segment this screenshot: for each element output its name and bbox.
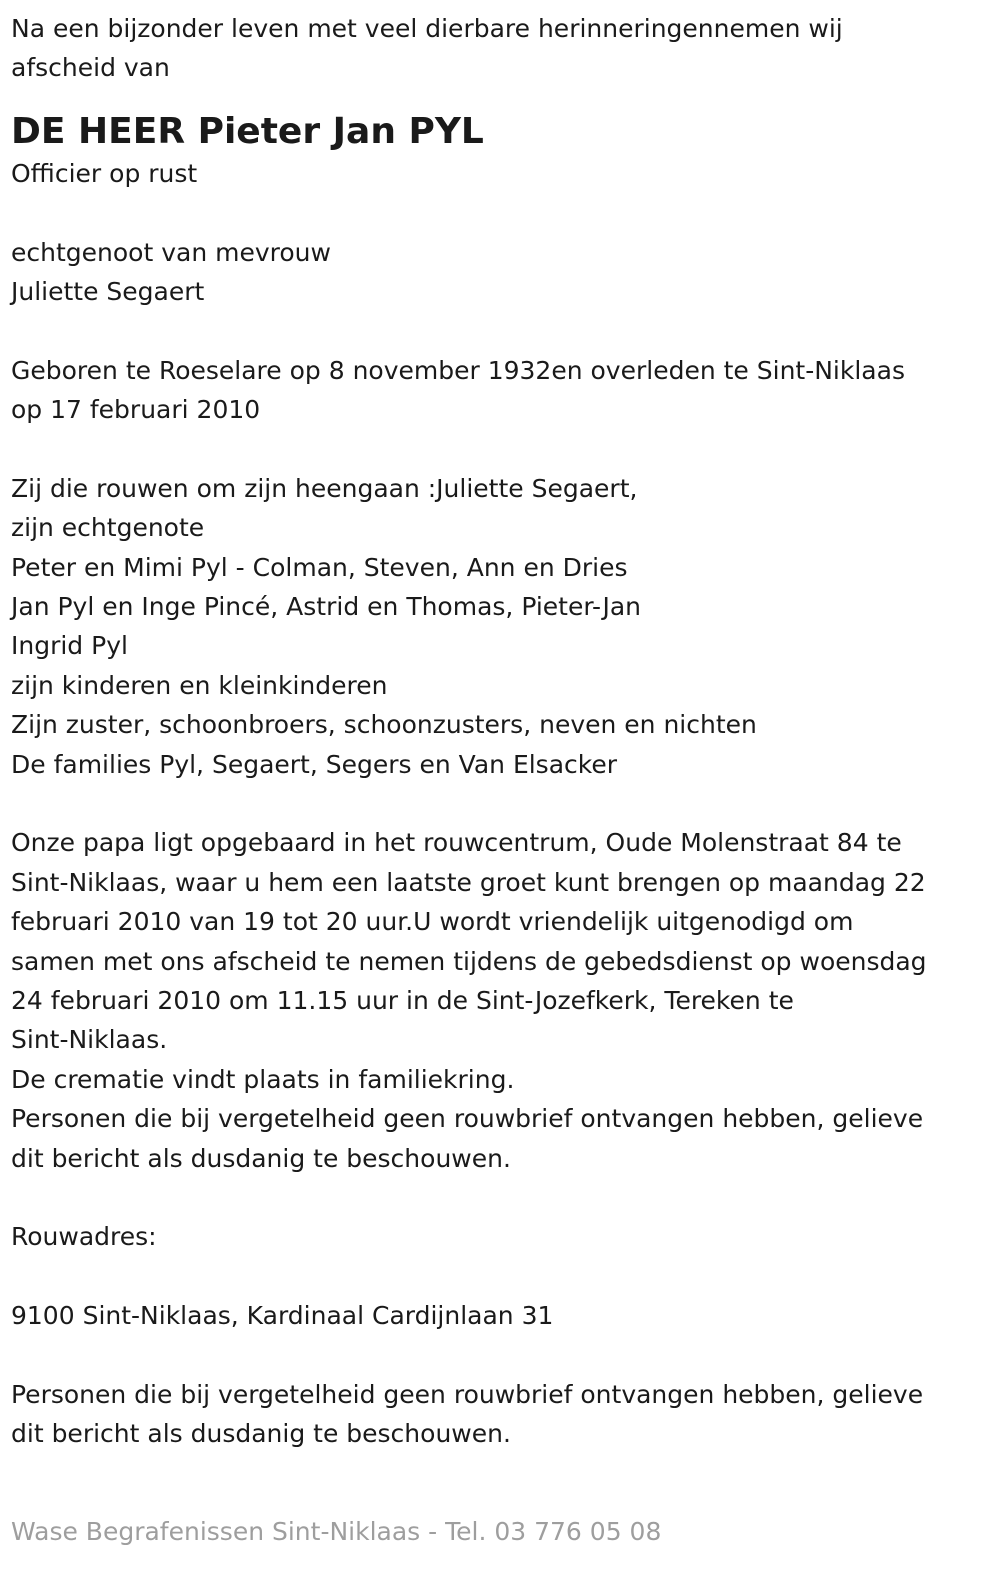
birth-death-line: op 17 februari 2010 bbox=[11, 395, 261, 425]
mourners-line: Peter en Mimi Pyl - Colman, Steven, Ann en Dries bbox=[11, 552, 628, 582]
intro-line: afscheid van bbox=[11, 53, 170, 83]
arrangements-line: samen met ons afscheid te nemen tijdens de gebedsdienst op woensdag bbox=[11, 946, 927, 976]
funeral-home-footer: Wase Begrafenissen Sint-Niklaas - Tel. 03 776 05 08 bbox=[11, 1517, 662, 1546]
address-label-paragraph bbox=[11, 1217, 989, 1256]
arrangements-line: Onze papa ligt opgebaard in het rouwcentrum, Oude Molenstraat 84 te bbox=[11, 828, 902, 858]
intro-line: Na een bijzonder leven met veel dierbare herinneringennemen wij bbox=[11, 14, 843, 43]
spacer bbox=[11, 1178, 989, 1217]
address-paragraph bbox=[11, 1296, 989, 1335]
arrangements-line: februari 2010 van 19 tot 20 uur.U wordt vriendelijk uitgenodigd om bbox=[11, 907, 854, 937]
spacer bbox=[11, 430, 989, 469]
closing-line: dit bericht als dusdanig te beschouwen. bbox=[11, 1419, 511, 1449]
birth-death-line: Geboren te Roeselare op 8 november 1932en overleden te Sint-Niklaas bbox=[11, 355, 905, 385]
spacer bbox=[11, 311, 989, 350]
mourners-line: zijn kinderen en kleinkinderen bbox=[11, 670, 388, 700]
arrangements-line: Personen die bij vergetelheid geen rouwbrief ontvangen hebben, gelieve bbox=[11, 1104, 924, 1134]
spacer bbox=[11, 784, 989, 823]
mourners-line: zijn echtgenote bbox=[11, 513, 205, 543]
deceased-title-paragraph bbox=[11, 154, 989, 193]
mourners-line: Jan Pyl en Inge Pincé, Astrid en Thomas, Pieter-Jan bbox=[11, 592, 641, 622]
spacer bbox=[11, 1336, 989, 1375]
arrangements-line: dit bericht als dusdanig te beschouwen. bbox=[11, 1143, 511, 1173]
mourners-line: Zijn zuster, schoonbroers, schoonzusters, neven en nichten bbox=[11, 710, 757, 740]
deceased-title: Officier op rust bbox=[11, 158, 198, 188]
arrangements-line: Sint-Niklaas. bbox=[11, 1025, 168, 1055]
arrangements-line: Sint-Niklaas, waar u hem een laatste groet kunt brengen op maandag 22 bbox=[11, 867, 926, 897]
mourners-paragraph bbox=[11, 469, 989, 784]
intro-paragraph bbox=[11, 9, 989, 88]
spouse-paragraph bbox=[11, 233, 989, 312]
closing-line: Personen die bij vergetelheid geen rouwbrief ontvangen hebben, gelieve bbox=[11, 1379, 924, 1409]
arrangements-line: De crematie vindt plaats in familiekring. bbox=[11, 1064, 515, 1094]
address-label: Rouwadres: bbox=[11, 1222, 157, 1252]
address-value: 9100 Sint-Niklaas, Kardinaal Cardijnlaan 31 bbox=[11, 1301, 554, 1331]
mourners-line: Zij die rouwen om zijn heengaan :Juliette Segaert, bbox=[11, 473, 638, 503]
deceased-name: DE HEER Pieter Jan PYL bbox=[11, 110, 484, 152]
mourners-line: De families Pyl, Segaert, Segers en Van Elsacker bbox=[11, 749, 618, 779]
birth-death-paragraph bbox=[11, 351, 989, 430]
arrangements-paragraph bbox=[11, 823, 989, 1178]
spouse-line: Juliette Segaert bbox=[11, 276, 205, 306]
mourners-line: Ingrid Pyl bbox=[11, 631, 128, 661]
spacer bbox=[11, 193, 989, 232]
spacer bbox=[11, 1257, 989, 1296]
arrangements-line: 24 februari 2010 om 11.15 uur in de Sint-Jozefkerk, Tereken te bbox=[11, 985, 794, 1015]
spouse-line: echtgenoot van mevrouw bbox=[11, 237, 331, 267]
closing-paragraph bbox=[11, 1375, 989, 1454]
